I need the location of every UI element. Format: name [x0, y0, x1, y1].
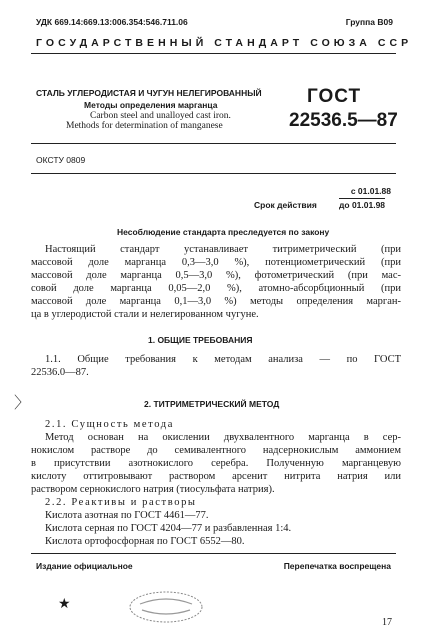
text-line: кислоту оттитровывают раствором арсенит нитрита натрия или	[31, 471, 401, 482]
text-line: массовой доле марганца 0,5—3,0 %), фотометрический (при мас-	[31, 270, 401, 281]
text-line: Кислота ортофосфорная по ГОСТ 6552—80.	[45, 536, 245, 547]
reprint-notice: Перепечатка воспрещена	[283, 561, 391, 571]
text-line: массовой доле марганца 0,3—3,0 %), потенциометрический (при	[31, 257, 401, 268]
title-rule	[31, 143, 396, 144]
text-line: Кислота азотная по ГОСТ 4461—77.	[45, 510, 209, 521]
section-1-paragraph	[31, 353, 401, 379]
footer-rule	[31, 553, 396, 554]
text-line: 22536.0—87.	[31, 367, 89, 378]
text-line: нокислом растворе до семивалентного надсернокислым аммонием	[31, 445, 401, 456]
page-number: 17	[382, 617, 392, 628]
text-line: 1.1. Общие требования к методам анализа — по ГОСТ	[45, 354, 401, 365]
text-line: в присутствии азотнокислого серебра. Полученную марганцевую	[31, 458, 401, 469]
section-1-heading: 1. ОБЩИЕ ТРЕБОВАНИЯ	[148, 335, 253, 345]
okstu-code: ОКСТУ 0809	[36, 155, 86, 165]
effective-until-date: до 01.01.98	[339, 200, 386, 210]
meta-rule	[31, 173, 396, 174]
title-ru: СТАЛЬ УГЛЕРОДИСТАЯ И ЧУГУН НЕЛЕГИРОВАННЫЙ	[36, 88, 262, 98]
title-en-line-1: Carbon steel and unalloyed cast iron.	[90, 111, 231, 121]
margin-mark-icon: 〉	[14, 395, 31, 412]
subsection-title: 2.1. Сущность метода	[45, 419, 174, 430]
library-stamp-icon	[126, 588, 206, 626]
text-line: совой доле марганца 0,05—2,0 %), атомно-абсорбционный (при	[31, 283, 401, 294]
text-line: ца в углеродистой стали и нелегированном чугуне.	[31, 309, 259, 320]
text-line: массовой доле марганца 0,1—3,0 %) методы определения марган-	[31, 296, 401, 307]
text-line: Настоящий стандарт устанавливает титриметрический (при	[45, 244, 401, 255]
effective-from-date: с 01.01.88	[350, 186, 391, 196]
section-2-heading: 2. ТИТРИМЕТРИЧЕСКИЙ МЕТОД	[144, 399, 280, 409]
group-code: Группа В09	[345, 17, 393, 27]
text-line: Кислота серная по ГОСТ 4204—77 и разбавленная 1:4.	[45, 523, 292, 534]
star-icon: ★	[58, 597, 71, 612]
intro-paragraph	[31, 243, 401, 321]
text-line: раствором сернокислого натрия (тиосульфата натрия).	[31, 484, 275, 495]
header-rule	[31, 53, 396, 54]
subtitle-ru: Методы определения марганца	[84, 100, 218, 110]
official-edition-label: Издание официальное	[36, 561, 133, 571]
state-standard-title: ГОСУДАРСТВЕННЫЙ СТАНДАРТ СОЮЗА ССР	[36, 37, 413, 49]
legal-warning: Несоблюдение стандарта преследуется по закону	[117, 227, 330, 237]
effective-period-label: Срок действия	[254, 200, 317, 210]
section-2-1-paragraph	[31, 418, 401, 548]
title-en-line-2: Methods for determination of manganese	[66, 121, 223, 131]
text-line: Метод основан на окислении двухвалентного марганца в сер-	[45, 432, 401, 443]
udk-code: УДК 669.14:669.13:006.354:546.711.06	[36, 17, 188, 27]
gost-label: ГОСТ	[307, 86, 362, 107]
gost-number: 22536.5—87	[289, 110, 398, 131]
subsection-title: 2.2. Реактивы и растворы	[45, 497, 197, 508]
